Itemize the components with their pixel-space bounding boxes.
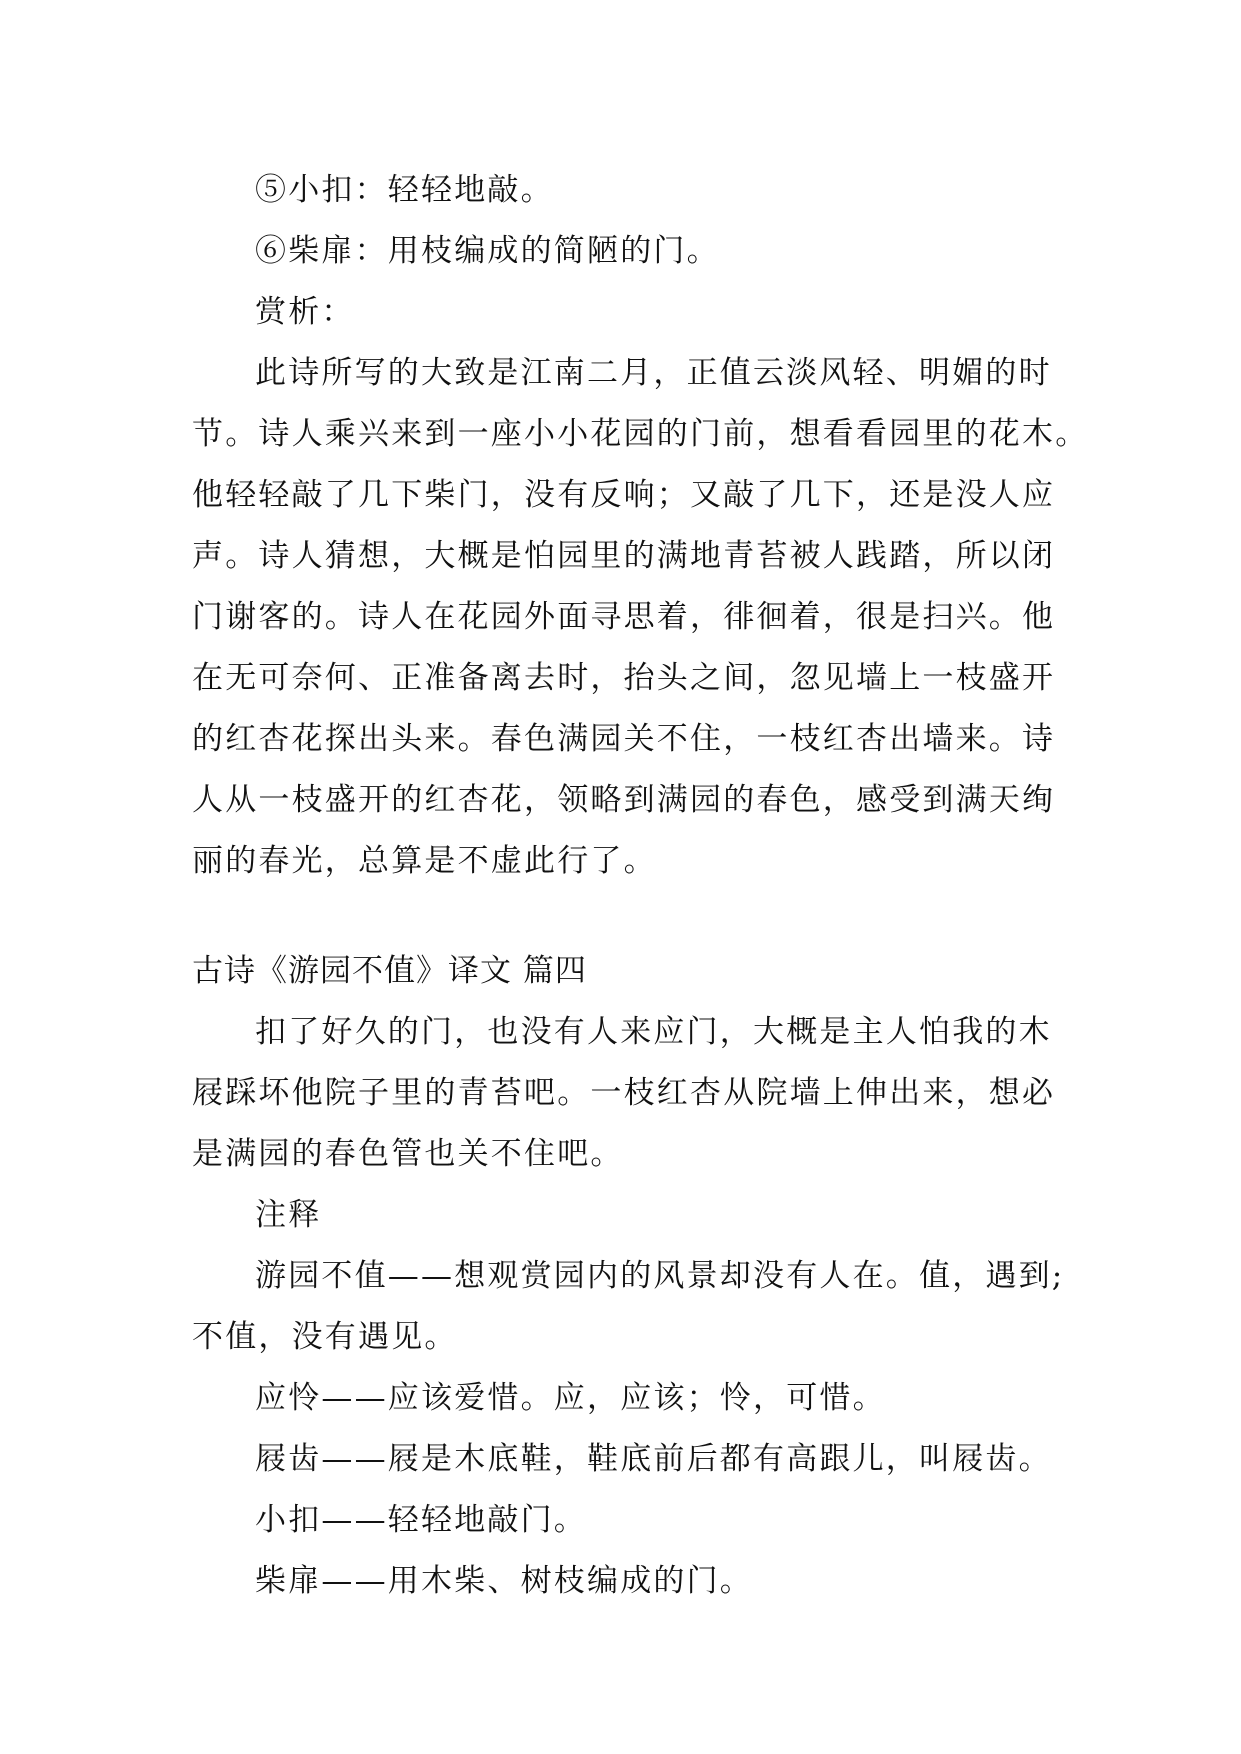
note-you-yuan-bu-zhi [192,1246,1065,1368]
paragraph-line: 门谢客的。诗人在花园外面寻思着，徘徊着，很是扫兴。他 [192,599,1056,635]
note-ji-chi: 屐齿——屐是木底鞋，鞋底前后都有高跟儿，叫屐齿。 [255,1441,1052,1477]
paragraph-line: 游园不值——想观赏园内的风景却没有人在。值，遇到; [255,1258,1065,1294]
paragraph-line: 屐踩坏他院子里的青苔吧。一枝红杏从院墙上伸出来，想必 [192,1075,1056,1111]
paragraph-line: 在无可奈何、正准备离去时，抬头之间，忽见墙上一枝盛开 [192,660,1056,696]
notes-label: 注释 [255,1197,322,1233]
paragraph-line: 的红杏花探出头来。春色满园关不住，一枝红杏出墙来。诗 [192,721,1056,757]
translation-paragraph [192,1002,1056,1185]
appreciation-paragraph [192,343,1089,892]
document-body [192,160,1089,1612]
section-spacer [192,892,1052,941]
note-chai-fei: 柴扉——用木柴、树枝编成的门。 [255,1563,753,1599]
note-6: ⑥柴扉：用枝编成的简陋的门。 [255,233,720,269]
note-xiao-kou: 小扣——轻轻地敲门。 [255,1502,587,1538]
paragraph-line: 他轻轻敲了几下柴门，没有反响；又敲了几下，还是没人应 [192,477,1056,513]
appreciation-label: 赏析： [255,294,355,330]
paragraph-line: 节。诗人乘兴来到一座小小花园的门前，想看看园里的花木。 [192,416,1089,452]
paragraph-line: 扣了好久的门，也没有人来应门，大概是主人怕我的木 [255,1014,1052,1050]
paragraph-line: 声。诗人猜想，大概是怕园里的满地青苔被人践踏，所以闭 [192,538,1056,574]
paragraph-line: 丽的春光，总算是不虚此行了。 [192,843,657,879]
paragraph-line: 不值，没有遇见。 [192,1319,458,1355]
section-heading: 古诗《游园不值》译文 篇四 [192,953,587,989]
paragraph-line: 是满园的春色管也关不住吧。 [192,1136,624,1172]
paragraph-line: 此诗所写的大致是江南二月，正值云淡风轻、明媚的时 [255,355,1052,391]
note-5: ⑤小扣：轻轻地敲。 [255,172,554,208]
note-ying-lian: 应怜——应该爱惜。应，应该；怜，可惜。 [255,1380,886,1416]
paragraph-line: 人从一枝盛开的红杏花，领略到满园的春色，感受到满天绚 [192,782,1056,818]
